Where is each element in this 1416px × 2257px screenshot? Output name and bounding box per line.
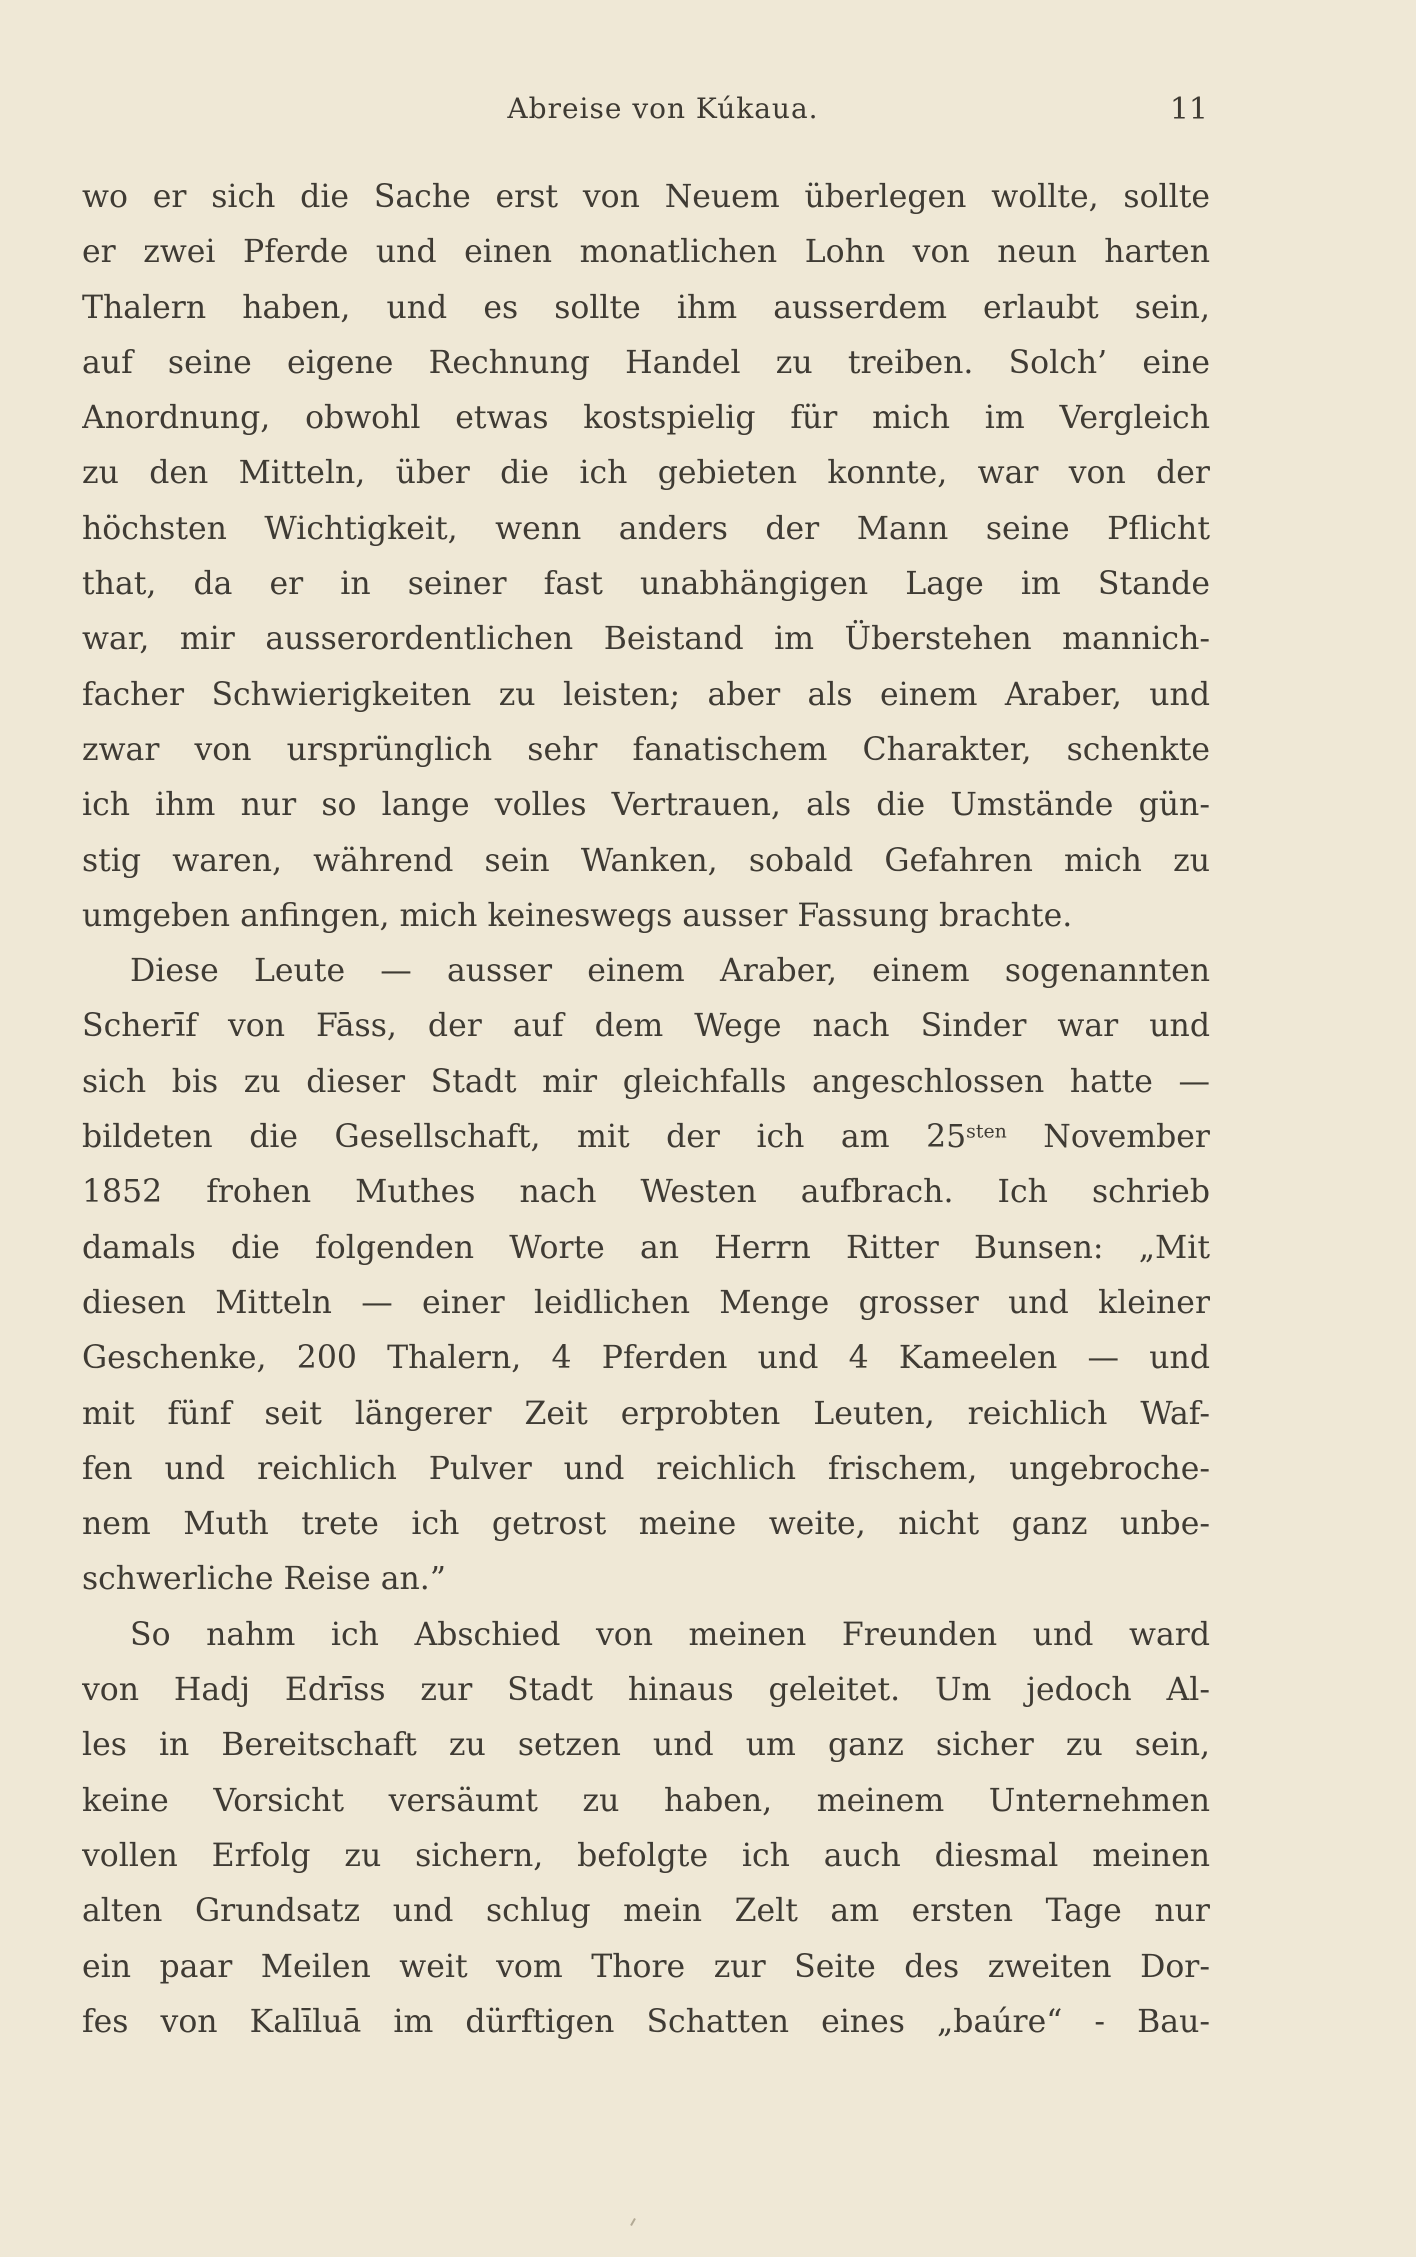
text-line: keine Vorsicht versäumt zu haben, meinem Unternehmen [82,1782,1210,1819]
text-line: that, da er in seiner fast unabhängigen Lage im Stande [82,566,1210,603]
page-number: 11 [1169,92,1208,127]
text-segment: bildeten die Gesellschaft, mit der ich am 25 [82,1119,967,1156]
text-line: sich bis zu dieser Stadt mir gleichfalls angeschlossen hatte — [82,1063,1210,1100]
body-text [82,170,1210,2050]
text-line: höchsten Wichtigkeit, wenn anders der Mann seine Pflicht [82,510,1210,547]
text-line: Diese Leute — ausser einem Araber, einem sogenannten [130,953,1210,990]
text-line: damals die folgenden Worte an Herrn Ritter Bunsen: „Mit [82,1229,1210,1266]
text-line: fen und reichlich Pulver und reichlich frischem, ungebroche- [82,1450,1210,1487]
text-line: vollen Erfolg zu sichern, befolgte ich auch diesmal meinen [82,1837,1210,1874]
text-line: umgeben anfingen, mich keineswegs ausser Fassung brachte. [82,897,1073,934]
text-line: diesen Mitteln — einer leidlichen Menge grosser und kleiner [82,1284,1210,1321]
text-line: alten Grundsatz und schlug mein Zelt am ersten Tage nur [82,1893,1210,1930]
text-line: mit fünf seit längerer Zeit erprobten Leuten, reichlich Waf- [82,1395,1210,1432]
paper-speck [630,2218,636,2226]
text-line-with-superscript [82,1110,1210,1165]
superscript-sten: sten [966,1120,1007,1143]
text-line: auf seine eigene Rechnung Handel zu treiben. Solch’ eine [82,344,1210,381]
text-line: So nahm ich Abschied von meinen Freunden und ward [130,1616,1210,1653]
text-segment: November [1006,1119,1210,1156]
text-line: Anordnung, obwohl etwas kostspielig für mich im Vergleich [82,400,1210,437]
text-line: fes von Kalīluā im dürftigen Schatten eines „baúre“ - Bau- [82,2003,1210,2040]
text-line: wo er sich die Sache erst von Neuem überlegen wollte, sollte [82,179,1210,215]
text-line: nem Muth trete ich getrost meine weite, nicht ganz unbe- [82,1506,1210,1543]
text-line: zu den Mitteln, über die ich gebieten konnte, war von der [82,455,1210,492]
text-line: er zwei Pferde und einen monatlichen Lohn von neun harten [82,234,1210,271]
running-title: Abreise von Kúkaua. [507,92,819,125]
text-line: ein paar Meilen weit vom Thore zur Seite des zweiten Dor- [82,1948,1210,1985]
text-line: les in Bereitschaft zu setzen und um ganz sicher zu sein, [82,1727,1210,1764]
text-line: von Hadj Edrīss zur Stadt hinaus geleitet. Um jedoch Al- [82,1672,1210,1709]
text-line: zwar von ursprünglich sehr fanatischem Charakter, schenkte [82,731,1210,768]
text-line: Geschenke, 200 Thalern, 4 Pferden und 4 Kameelen — und [82,1340,1210,1377]
text-line: facher Schwierigkeiten zu leisten; aber als einem Araber, und [82,676,1210,713]
text-line: war, mir ausserordentlichen Beistand im Überstehen mannich- [82,621,1210,658]
text-line: 1852 frohen Muthes nach Westen aufbrach. Ich schrieb [82,1174,1210,1211]
text-line: ich ihm nur so lange volles Vertrauen, als die Umstände gün- [82,787,1210,824]
text-line: schwerliche Reise an.” [82,1561,446,1598]
text-line: Thalern haben, und es sollte ihm ausserdem erlaubt sein, [82,289,1210,326]
text-line: stig waren, während sein Wanken, sobald Gefahren mich zu [82,842,1210,879]
text-line: Scherīf von Fāss, der auf dem Wege nach Sinder war und [82,1008,1210,1045]
page-header [118,92,1208,142]
